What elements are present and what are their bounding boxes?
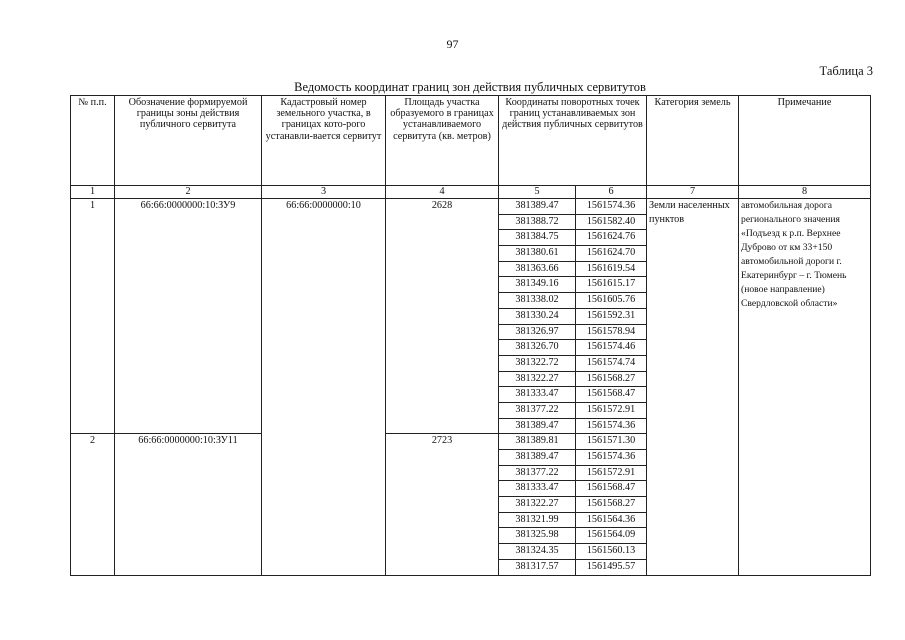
header-designation: Обозначение формируемой границы зоны действия публичного сервитута [115, 96, 262, 186]
coordinate-x: 381322.27 [499, 371, 576, 387]
coordinate-x: 381363.66 [499, 261, 576, 277]
boundary-designation: 66:66:0000000:10:ЗУ9 [115, 199, 262, 434]
cadastral-number: 66:66:0000000:10 [262, 199, 386, 576]
coordinate-y: 1561574.46 [576, 340, 647, 356]
coordinate-y: 1561572.91 [576, 465, 647, 481]
coordinate-y: 1561624.70 [576, 246, 647, 262]
coordinate-x: 381317.57 [499, 559, 576, 575]
coordinate-y: 1561592.31 [576, 308, 647, 324]
column-number: 2 [115, 186, 262, 199]
coordinate-x: 381330.24 [499, 308, 576, 324]
coordinate-y: 1561574.36 [576, 450, 647, 466]
column-number: 3 [262, 186, 386, 199]
column-number: 7 [647, 186, 739, 199]
coordinate-y: 1561568.27 [576, 497, 647, 513]
table-body [71, 199, 871, 576]
coordinate-x: 381388.72 [499, 214, 576, 230]
boundary-designation: 66:66:0000000:10:ЗУ11 [115, 434, 262, 575]
table-label: Таблица 3 [819, 64, 873, 78]
coordinate-y: 1561578.94 [576, 324, 647, 340]
coordinate-x: 381326.70 [499, 340, 576, 356]
coordinate-y: 1561564.36 [576, 512, 647, 528]
coordinate-x: 381333.47 [499, 387, 576, 403]
coordinate-x: 381389.81 [499, 434, 576, 450]
coordinate-y: 1561619.54 [576, 261, 647, 277]
coordinate-y: 1561571.30 [576, 434, 647, 450]
header-num: № п.п. [71, 96, 115, 186]
column-number: 8 [739, 186, 871, 199]
coordinate-y: 1561574.36 [576, 418, 647, 434]
coordinate-y: 1561574.36 [576, 199, 647, 215]
coordinate-x: 381377.22 [499, 402, 576, 418]
note: автомобильная дорога регионального значения «Подъезд к р.п. Верхнее Дуброво от км 33+150 автомобильной дороги г. Екатеринбург – г. Тюмень (новое направление) Свердловской области» [739, 199, 871, 576]
coordinate-x: 381389.47 [499, 199, 576, 215]
coordinate-y: 1561568.27 [576, 371, 647, 387]
coordinate-y: 1561564.09 [576, 528, 647, 544]
header-category: Категория земель [647, 96, 739, 186]
header-coordinates: Координаты поворотных точек границ устанавливаемых зон действия публичных сервитутов [499, 96, 647, 186]
column-number: 1 [71, 186, 115, 199]
plot-area: 2723 [386, 434, 499, 575]
coordinate-x: 381380.61 [499, 246, 576, 262]
page-number: 97 [446, 37, 459, 51]
row-number: 1 [71, 199, 115, 434]
coordinate-y: 1561568.47 [576, 481, 647, 497]
coordinate-y: 1561568.47 [576, 387, 647, 403]
coordinate-x: 381333.47 [499, 481, 576, 497]
header-area: Площадь участка образуемого в границах устанавливаемого сервитута (кв. метров) [386, 96, 499, 186]
coordinate-x: 381326.97 [499, 324, 576, 340]
coordinate-y: 1561572.91 [576, 402, 647, 418]
coordinate-y: 1561560.13 [576, 544, 647, 560]
column-numbers-row [71, 186, 871, 199]
coordinate-x: 381322.72 [499, 355, 576, 371]
coordinate-x: 381384.75 [499, 230, 576, 246]
coordinates-table [70, 95, 871, 576]
coordinate-y: 1561582.40 [576, 214, 647, 230]
column-number: 5 [499, 186, 576, 199]
coordinate-x: 381325.98 [499, 528, 576, 544]
coordinate-x: 381389.47 [499, 418, 576, 434]
header-row [71, 96, 871, 186]
column-number: 4 [386, 186, 499, 199]
plot-area: 2628 [386, 199, 499, 434]
column-number: 6 [576, 186, 647, 199]
coordinate-y: 1561574.74 [576, 355, 647, 371]
land-category: Земли населенных пунктов [647, 199, 739, 576]
row-number: 2 [71, 434, 115, 575]
table-row [71, 199, 871, 215]
coordinate-x: 381321.99 [499, 512, 576, 528]
coordinate-x: 381338.02 [499, 293, 576, 309]
coordinate-x: 381389.47 [499, 450, 576, 466]
coordinate-y: 1561615.17 [576, 277, 647, 293]
coordinate-y: 1561495.57 [576, 559, 647, 575]
header-cadastral: Кадастровый номер земельного участка, в границах кото-рого устанавли-вается сервитут [262, 96, 386, 186]
coordinate-y: 1561605.76 [576, 293, 647, 309]
document-title: Ведомость координат границ зон действия публичных сервитутов [294, 80, 646, 94]
coordinate-x: 381377.22 [499, 465, 576, 481]
coordinate-x: 381349.16 [499, 277, 576, 293]
header-note: Примечание [739, 96, 871, 186]
coordinate-x: 381324.35 [499, 544, 576, 560]
coordinate-x: 381322.27 [499, 497, 576, 513]
coordinate-y: 1561624.76 [576, 230, 647, 246]
